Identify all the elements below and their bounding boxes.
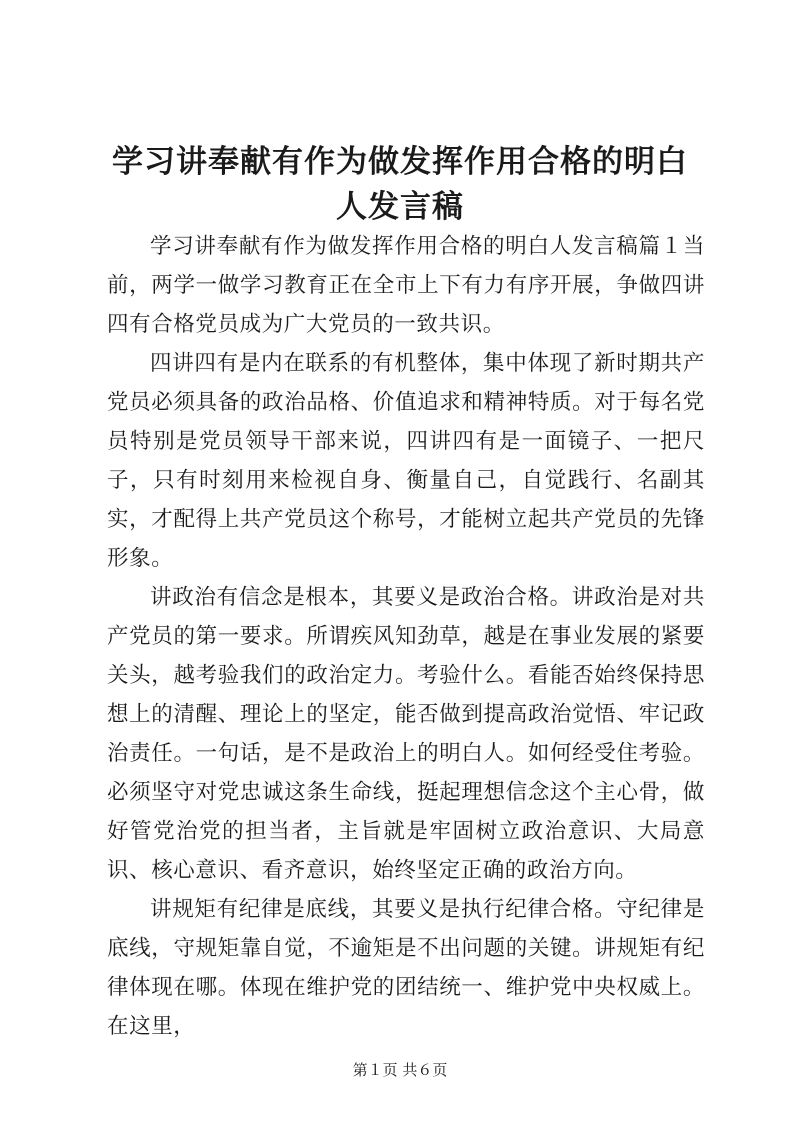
paragraph: 讲政治有信念是根本，其要义是政治合格。讲政治是对共产党员的第一要求。所谓疾风知劲草，越是在事业发展的紧要关头，越考验我们的政治定力。考验什么。看能否始终保持思想上的清醒、理论上的坚定，能否做到提高政治觉悟、牢记政治责任。一句话，是不是政治上的明白人。如何经受住考验。必须坚守对党忠诚这条生命线，挺起理想信念这个主心骨，做好管党治党的担当者，主旨就是牢固树立政治意识、大局意识、核心意识、看齐意识，始终坚定正确的政治方向。 bbox=[107, 585, 705, 883]
page-number-footer: 第１页 共６页 bbox=[352, 1061, 448, 1079]
document-title: 学习讲奉献有作为做发挥作用合格的明白人发言稿 bbox=[112, 144, 688, 225]
paragraph: 四讲四有是内在联系的有机整体，集中体现了新时期共产党员必须具备的政治品格、价值追求和精神特质。对于每名党员特别是党员领导干部来说，四讲四有是一面镜子、一把尺子，只有时刻用来检视自身、衡量自己，自觉践行、名副其实，才配得上共产党员这个称号，才能树立起共产党员的先锋形象。 bbox=[107, 351, 705, 571]
paragraph: 学习讲奉献有作为做发挥作用合格的明白人发言稿篇１当前，两学一做学习教育正在全市上下有力有序开展，争做四讲四有合格党员成为广大党员的一致共识。 bbox=[107, 234, 705, 337]
paragraph: 讲规矩有纪律是底线，其要义是执行纪律合格。守纪律是底线，守规矩靠自觉，不逾矩是不出问题的关键。讲规矩有纪律体现在哪。体现在维护党的团结统一、维护党中央权威上。在这里， bbox=[107, 897, 705, 1039]
document-body bbox=[107, 227, 705, 1046]
